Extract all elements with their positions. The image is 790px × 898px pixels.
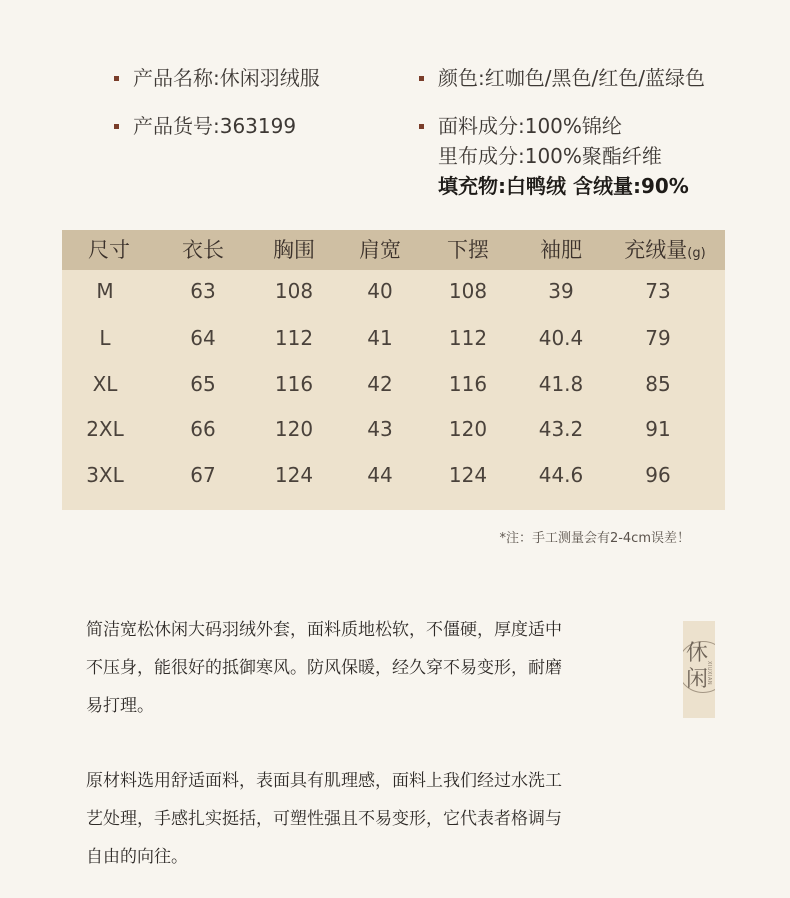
header-chest: 胸围 xyxy=(273,238,315,262)
cell-sleeve: 40.4 xyxy=(538,326,584,350)
paragraph-line: 自由的向往。 xyxy=(86,847,188,867)
cell-down-fill: 96 xyxy=(645,463,671,487)
header-down-fill-label: 充绒量 xyxy=(624,238,688,262)
cell-sleeve: 39 xyxy=(548,279,574,303)
bullet-icon xyxy=(114,76,119,81)
bullet-icon xyxy=(419,124,424,129)
cell-shoulder: 44 xyxy=(367,463,393,487)
measurement-note: *注：手工测量会有2-4cm误差！ xyxy=(499,531,690,546)
cell-sleeve: 44.6 xyxy=(538,463,584,487)
cell-hem: 112 xyxy=(448,326,488,350)
product-sku-item xyxy=(133,111,296,141)
cell-chest: 124 xyxy=(274,463,314,487)
header-down-fill xyxy=(624,230,705,270)
header-unit: (g) xyxy=(687,246,706,261)
brand-logo xyxy=(683,621,715,718)
cell-sleeve: 41.8 xyxy=(538,372,584,396)
cell-length: 67 xyxy=(190,463,216,487)
paragraph-line: 不压身，能很好的抵御寒风。防风保暖，经久穿不易变形，耐磨 xyxy=(86,658,562,678)
cell-length: 63 xyxy=(190,279,216,303)
paragraph-line: 原材料选用舒适面料，表面具有肌理感，面料上我们经过水洗工 xyxy=(86,771,562,791)
cell-shoulder: 42 xyxy=(367,372,393,396)
product-color-item xyxy=(438,63,705,93)
cell-chest: 120 xyxy=(274,417,314,441)
bullet-icon xyxy=(114,124,119,129)
header-size: 尺寸 xyxy=(88,238,130,262)
header-hem: 下摆 xyxy=(447,238,489,262)
paragraph-line: 简洁宽松休闲大码羽绒外套，面料质地松软，不僵硬，厚度适中 xyxy=(86,620,562,640)
cell-shoulder: 40 xyxy=(367,279,393,303)
cell-size: XL xyxy=(92,372,118,396)
cell-hem: 108 xyxy=(448,279,488,303)
cell-chest: 116 xyxy=(274,372,314,396)
description-paragraph-1 xyxy=(86,611,626,725)
lining-composition: 里布成分:100%聚酯纤维 xyxy=(438,144,662,168)
logo-char-2: 闲 xyxy=(686,667,709,692)
product-colors: 颜色:红咖色/黑色/红色/蓝绿色 xyxy=(438,66,705,90)
cell-hem: 124 xyxy=(448,463,488,487)
header-shoulder: 肩宽 xyxy=(359,238,401,262)
logo-tiny-text: XIUXIAN xyxy=(706,661,712,686)
cell-length: 65 xyxy=(190,372,216,396)
cell-down-fill: 85 xyxy=(645,372,671,396)
header-length: 衣长 xyxy=(182,238,224,262)
cell-size: 2XL xyxy=(86,417,124,441)
cell-size: 3XL xyxy=(86,463,124,487)
cell-sleeve: 43.2 xyxy=(538,417,584,441)
product-name: 产品名称:休闲羽绒服 xyxy=(133,66,320,90)
cell-down-fill: 91 xyxy=(645,417,671,441)
paragraph-line: 易打理。 xyxy=(86,696,154,716)
product-material-item xyxy=(438,111,689,201)
cell-size: L xyxy=(99,326,111,350)
product-name-item xyxy=(133,63,320,93)
cell-chest: 112 xyxy=(274,326,314,350)
description-paragraph-2 xyxy=(86,762,626,876)
fabric-composition: 面料成分:100%锦纶 xyxy=(438,114,622,138)
header-sleeve: 袖肥 xyxy=(540,238,582,262)
cell-hem: 116 xyxy=(448,372,488,396)
cell-size: M xyxy=(96,279,114,303)
cell-hem: 120 xyxy=(448,417,488,441)
size-table xyxy=(62,230,725,510)
size-table-header xyxy=(62,230,725,270)
product-sku: 产品货号:363199 xyxy=(133,114,297,138)
cell-shoulder: 43 xyxy=(367,417,393,441)
bullet-icon xyxy=(419,76,424,81)
filling-info: 填充物:白鸭绒 含绒量:90% xyxy=(438,174,689,198)
cell-length: 64 xyxy=(190,326,216,350)
cell-down-fill: 73 xyxy=(645,279,671,303)
logo-char-1: 休 xyxy=(686,641,709,666)
cell-length: 66 xyxy=(190,417,216,441)
cell-down-fill: 79 xyxy=(645,326,671,350)
cell-chest: 108 xyxy=(274,279,314,303)
paragraph-line: 艺处理，手感扎实挺括，可塑性强且不易变形，它代表者格调与 xyxy=(86,809,562,829)
cell-shoulder: 41 xyxy=(367,326,393,350)
